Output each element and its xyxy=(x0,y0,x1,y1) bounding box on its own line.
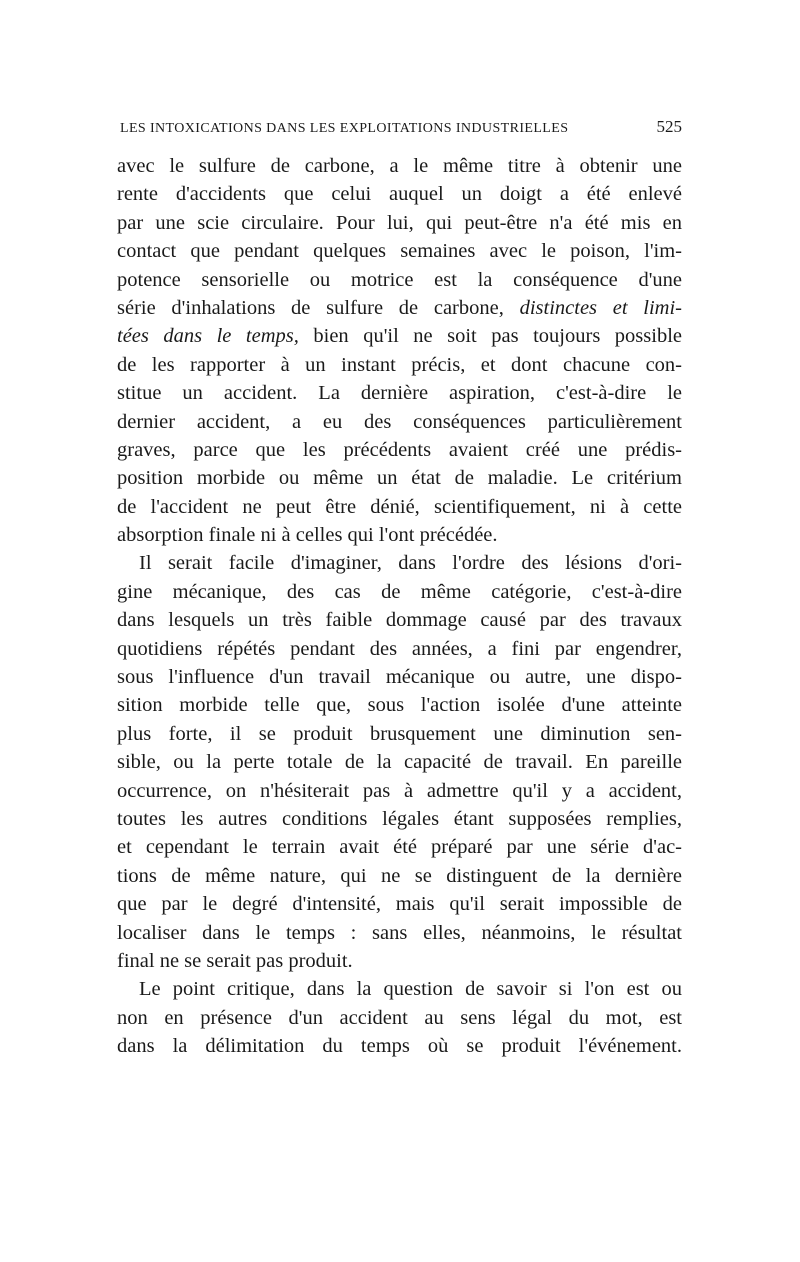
text-run: bien qu'il ne soit pas toujours possible xyxy=(313,325,682,348)
text-line: que par le degré d'intensité, mais qu'il serait impossible de xyxy=(117,893,682,916)
text-line: Il serait facile d'imaginer, dans l'ordre des lésions d'ori- xyxy=(139,552,682,575)
text-line xyxy=(117,294,682,322)
running-head xyxy=(120,117,682,137)
text-line: avec le sulfure de carbone, a le même titre à obtenir une xyxy=(117,155,682,177)
text-line: stitue un accident. La dernière aspiration, c'est-à-dire le xyxy=(117,382,682,405)
text-line: potence sensorielle ou motrice est la conséquence d'une xyxy=(117,268,682,291)
text-line: rente d'accidents que celui auquel un doigt a été enlevé xyxy=(117,183,682,206)
text-line xyxy=(117,322,682,350)
italic-run: distinctes et limi- xyxy=(519,296,682,319)
text-line: contact que pendant quelques semaines avec le poison, l'im- xyxy=(117,240,682,263)
text-line: Le point critique, dans la question de savoir si l'on est ou xyxy=(139,978,682,1001)
page-number: 525 xyxy=(656,117,682,136)
text-line: sible, ou la perte totale de la capacité de travail. En pareille xyxy=(117,751,682,774)
text-line: non en présence d'un accident au sens légal du mot, est xyxy=(117,1006,682,1029)
text-line: sous l'influence d'un travail mécanique ou autre, une dispo- xyxy=(117,666,682,689)
body-text xyxy=(117,152,682,1061)
text-line: dernier accident, a eu des conséquences particulièrement xyxy=(117,410,682,433)
text-line: position morbide ou même un état de maladie. Le critérium xyxy=(117,467,682,490)
text-line: dans lesquels un très faible dommage causé par des travaux xyxy=(117,609,682,632)
text-line: final ne se serait pas produit. xyxy=(117,949,353,972)
text-line: de l'accident ne peut être dénié, scientifiquement, ni à cette xyxy=(117,495,682,518)
text-line: graves, parce que les précédents avaient créé une prédis- xyxy=(117,438,682,461)
text-line: par une scie circulaire. Pour lui, qui peut-être n'a été mis en xyxy=(117,211,682,234)
text-line: et cependant le terrain avait été préparé par une série d'ac- xyxy=(117,836,682,859)
italic-run: tées dans le temps, xyxy=(117,325,299,348)
text-line: toutes les autres conditions légales étant supposées remplies, xyxy=(117,807,682,830)
text-line: absorption finale ni à celles qui l'ont précédée. xyxy=(117,524,498,547)
text-line: occurrence, on n'hésiterait pas à admettre qu'il y a accident, xyxy=(117,779,682,802)
text-line: dans la délimitation du temps où se produit l'événement. xyxy=(117,1035,682,1058)
text-line: de les rapporter à un instant précis, et dont chacune con- xyxy=(117,353,682,376)
text-line: tions de même nature, qui ne se distinguent de la dernière xyxy=(117,864,682,887)
text-line: gine mécanique, des cas de même catégorie, c'est-à-dire xyxy=(117,580,682,603)
text-line: localiser dans le temps : sans elles, néanmoins, le résultat xyxy=(117,921,682,944)
text-line: quotidiens répétés pendant des années, a fini par engendrer, xyxy=(117,637,682,660)
text-line: plus forte, il se produit brusquement une diminution sen- xyxy=(117,722,682,745)
text-line: sition morbide telle que, sous l'action isolée d'une atteinte xyxy=(117,694,682,717)
running-title: LES INTOXICATIONS DANS LES EXPLOITATIONS INDUSTRIELLES xyxy=(120,121,569,136)
text-run: série d'inhalations de sulfure de carbone, xyxy=(117,296,504,319)
